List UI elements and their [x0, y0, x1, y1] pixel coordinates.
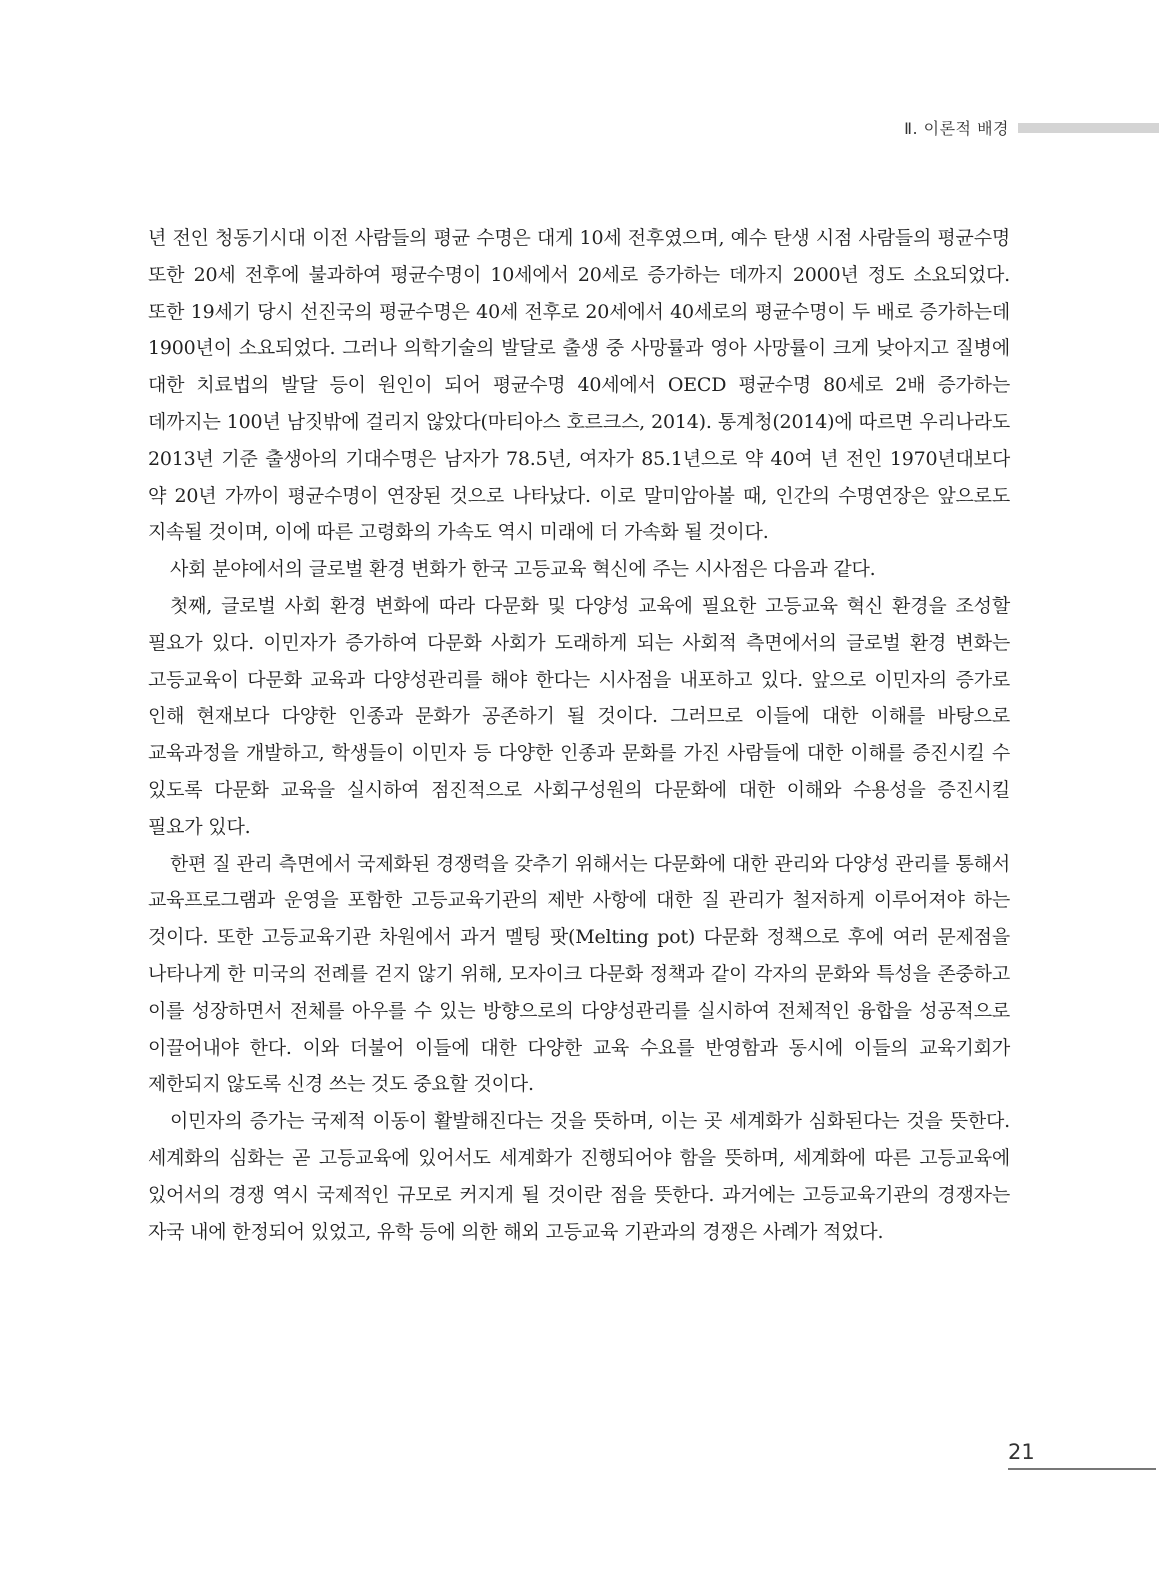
header-bar [1018, 123, 1159, 133]
paragraph-first-implication: 첫째, 글로벌 사회 환경 변화에 따라 다문화 및 다양성 교육에 필요한 고등교육 혁신 환경을 조성할 필요가 있다. 이민자가 증가하여 다문화 사회가 도래하게 되는 사회적 측면에서의 글로벌 환경 변화는 고등교육이 다문화 교육과 다양성관리를 해야 한다는 시사점을 내포하고 있다. 앞으로 이민자의 증가로 인해 현재보다 다양한 인종과 문화가 공존하기 될 것이다. 그러므로 이들에 대한 이해를 바탕으로 교육과정을 개발하고, 학생들이 이민자 등 다양한 인종과 문화를 가진 사람들에 대한 이해를 증진시킬 수 있도록 다문화 교육을 실시하여 점진적으로 사회구성원의 다문화에 대한 이해와 수용성을 증진시킬 필요가 있다. [148, 594, 1010, 838]
section-title: Ⅱ. 이론적 배경 [904, 119, 1009, 138]
page-number-rule [1008, 1468, 1156, 1470]
running-header [0, 116, 1159, 142]
paragraph-lifespan: 년 전인 청동기시대 이전 사람들의 평균 수명은 대게 10세 전후였으며, 예수 탄생 시점 사람들의 평균수명 또한 20세 전후에 불과하여 평균수명이 10세에서 20세로 증가하는 데까지 2000년 정도 소요되었다. 또한 19세기 당시 선진국의 평균수명은 40세 전후로 20세에서 40세로의 평균수명이 두 배로 증가하는데 1900년이 소요되었다. 그러나 의학기술의 발달로 출생 중 사망률과 영아 사망률이 크게 낮아지고 질병에 대한 치료법의 발달 등이 원인이 되어 평균수명 40세에서 OECD 평균수명 80세로 2배 증가하는 데까지는 100년 남짓밖에 걸리지 않았다(마티아스 호르크스, 2014). 통계청(2014)에 따르면 우리나라도 2013년 기준 출생아의 기대수명은 남자가 78.5년, 여자가 85.1년으로 약 40여 년 전인 1970년대보다 약 20년 가까이 평균수명이 연장된 것으로 나타났다. 이로 말미암아볼 때, 인간의 수명연장은 앞으로도 지속될 것이며, 이에 따른 고령화의 가속도 역시 미래에 더 가속화 될 것이다. [148, 227, 1010, 544]
paragraph-globalization: 이민자의 증가는 국제적 이동이 활발해진다는 것을 뜻하며, 이는 곳 세계화가 심화된다는 것을 뜻한다. 세계화의 심화는 곧 고등교육에 있어서도 세계화가 진행되어야 함을 뜻하며, 세계화에 따른 고등교육에 있어서의 경쟁 역시 국제적인 규모로 커지게 될 것이란 점을 뜻한다. 과거에는 고등교육기관의 경쟁자는 자국 내에 한정되어 있었고, 유학 등에 의한 해외 고등교육 기관과의 경쟁은 사례가 적었다. [148, 1110, 1010, 1243]
body-text [148, 220, 1010, 1250]
paragraph-implications-intro: 사회 분야에서의 글로벌 환경 변화가 한국 고등교육 혁신에 주는 시사점은 다음과 같다. [170, 558, 876, 581]
paragraph-quality-management: 한편 질 관리 측면에서 국제화된 경쟁력을 갖추기 위해서는 다문화에 대한 관리와 다양성 관리를 통해서 교육프로그램과 운영을 포함한 고등교육기관의 제반 사항에 대한 질 관리가 철저하게 이루어져야 하는 것이다. 또한 고등교육기관 차원에서 과거 멜팅 팟(Melting pot) 다문화 정책으로 후에 여러 문제점을 나타나게 한 미국의 전례를 걷지 않기 위해, 모자이크 다문화 정책과 같이 각자의 문화와 특성을 존중하고 이를 성장하면서 전체를 아우를 수 있는 방향으로의 다양성관리를 실시하여 전체적인 융합을 성공적으로 이끌어내야 한다. 이와 더불어 이들에 대한 다양한 교육 수요를 반영함과 동시에 이들의 교육기회가 제한되지 않도록 신경 쓰는 것도 중요할 것이다. [148, 852, 1010, 1096]
page-number: 21 [1008, 1440, 1035, 1464]
